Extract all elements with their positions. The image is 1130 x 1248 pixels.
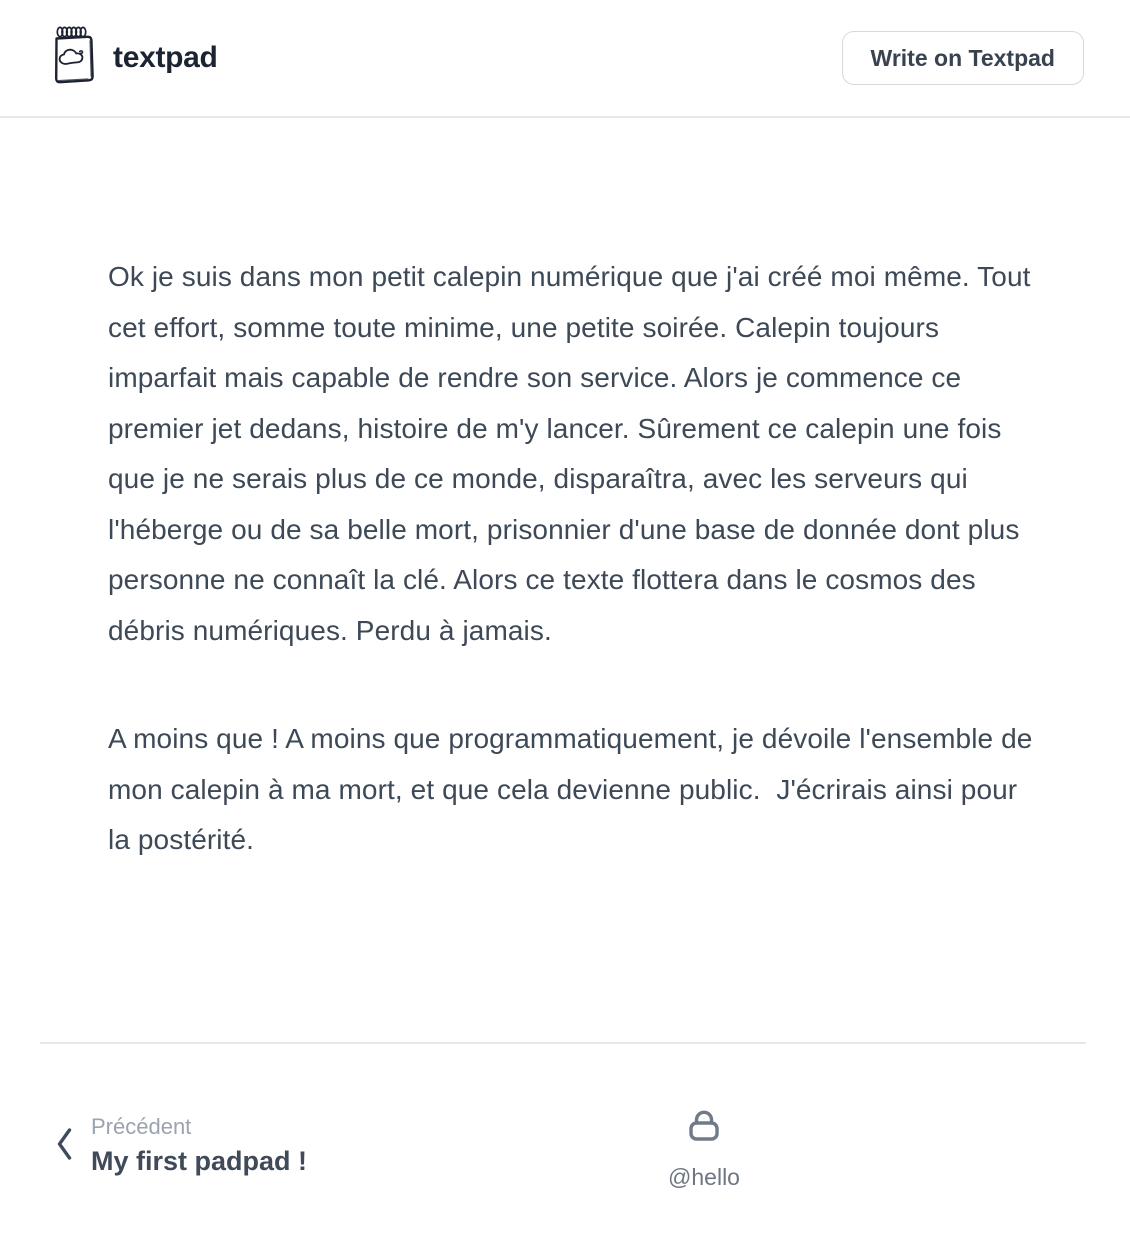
write-on-textpad-button[interactable]: Write on Textpad	[842, 31, 1084, 85]
app-header	[0, 0, 1130, 118]
note-paragraph: Ok je suis dans mon petit calepin numérique que j'ai créé moi même. Tout cet effort, somme toute minime, une petite soirée. Calepin toujours imparfait mais capable de rendre son service. Alors je commence ce premier jet dedans, histoire de m'y lancer. Sûrement ce calepin une fois que je ne serais plus de ce monde, disparaîtra, avec les serveurs qui l'héberge ou de sa belle mort, prisonnier d'une base de donnée dont plus personne ne connaît la clé. Alors ce texte flottera dans le cosmos des débris numériques. Perdu à jamais.	[108, 261, 1039, 646]
lock-icon	[683, 1106, 725, 1151]
notepad-logo-icon	[45, 24, 99, 93]
previous-note-link[interactable]	[53, 1112, 307, 1180]
app-title: textpad	[113, 41, 218, 74]
note-content	[108, 118, 1046, 924]
author-profile-link[interactable]	[668, 1106, 740, 1191]
chevron-left-icon	[53, 1121, 75, 1172]
previous-note-title: My first padpad !	[91, 1146, 308, 1176]
brand-home-link[interactable]	[45, 24, 218, 93]
author-handle: @hello	[668, 1164, 740, 1190]
note-paragraph: A moins que ! A moins que programmatiquement, je dévoile l'ensemble de mon calepin à ma mort, et que cela devienne public. J'écrirais ainsi pour la postérité.	[108, 723, 1041, 855]
previous-label: Précédent	[91, 1114, 192, 1139]
footer-divider	[40, 1042, 1086, 1044]
